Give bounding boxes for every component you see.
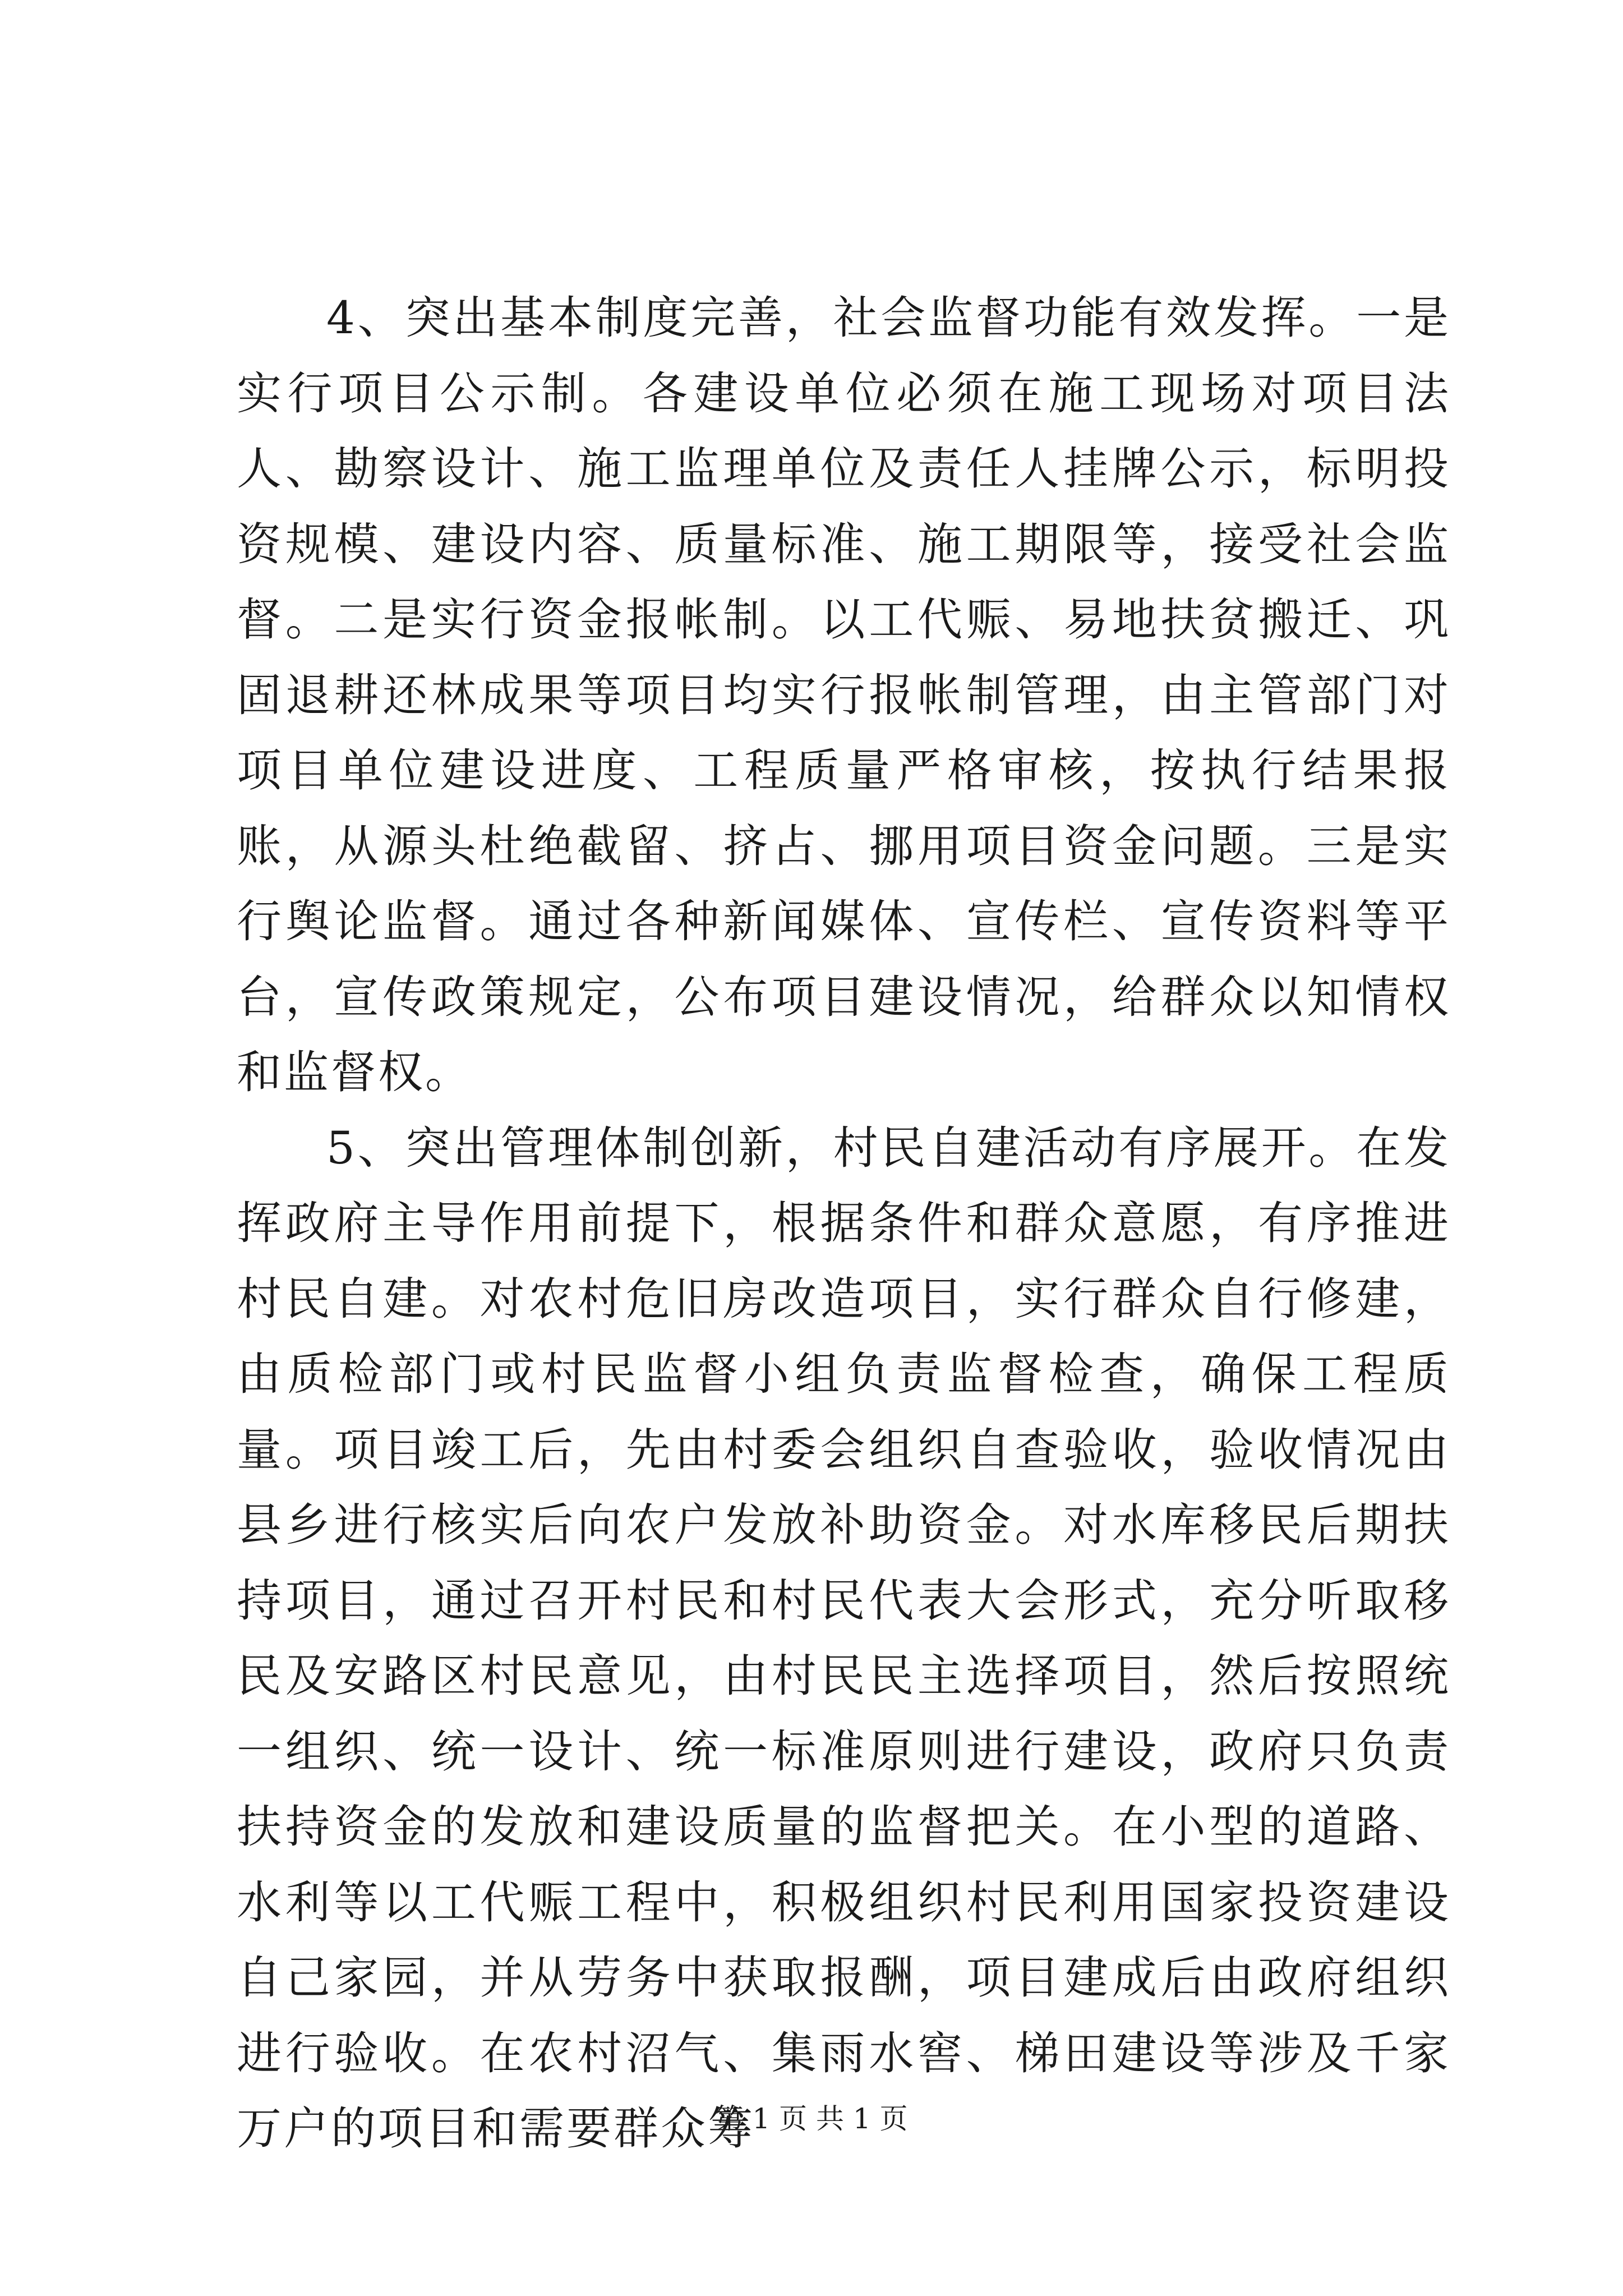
page-footer: 第 1 页 共 1 页 [715, 2102, 908, 2135]
paragraph-4: 4、突出基本制度完善，社会监督功能有效发挥。一是实行项目公示制。各建设单位必须在施工现场对项目法人、勘察设计、施工监理单位及责任人挂牌公示，标明投资规模、建设内容、质量标准、施工期限等，接受社会监督。二是实行资金报帐制。以工代赈、易地扶贫搬迁、巩固退耕还林成果等项目均实行报帐制管理，由主管部门对项目单位建设进度、工程质量严格审核，按执行结果报账，从源头杜绝截留、挤占、挪用项目资金问题。三是实行舆论监督。通过各种新闻媒体、宣传栏、宣传资料等平台，宣传政策规定，公布项目建设情况，给群众以知情权和监督权。 [237, 292, 1451, 1098]
document-body [237, 280, 1451, 2167]
paragraph-5: 5、突出管理体制创新，村民自建活动有序展开。在发挥政府主导作用前提下，根据条件和群众意愿，有序推进村民自建。对农村危旧房改造项目，实行群众自行修建，由质检部门或村民监督小组负责监督检查，确保工程质量。项目竣工后，先由村委会组织自查验收，验收情况由县乡进行核实后向农户发放补助资金。对水库移民后期扶持项目，通过召开村民和村民代表大会形式，充分听取移民及安路区村民意见，由村民民主选择项目，然后按照统一组织、统一设计、统一标准原则进行建设，政府只负责扶持资金的发放和建设质量的监督把关。在小型的道路、水利等以工代赈工程中，积极组织村民利用国家投资建设自己家园，并从劳务中获取报酬，项目建成后由政府组织进行验收。在农村沼气、集雨水窖、梯田建设等涉及千家万户的项目和需要群众筹 [237, 1121, 1451, 2155]
